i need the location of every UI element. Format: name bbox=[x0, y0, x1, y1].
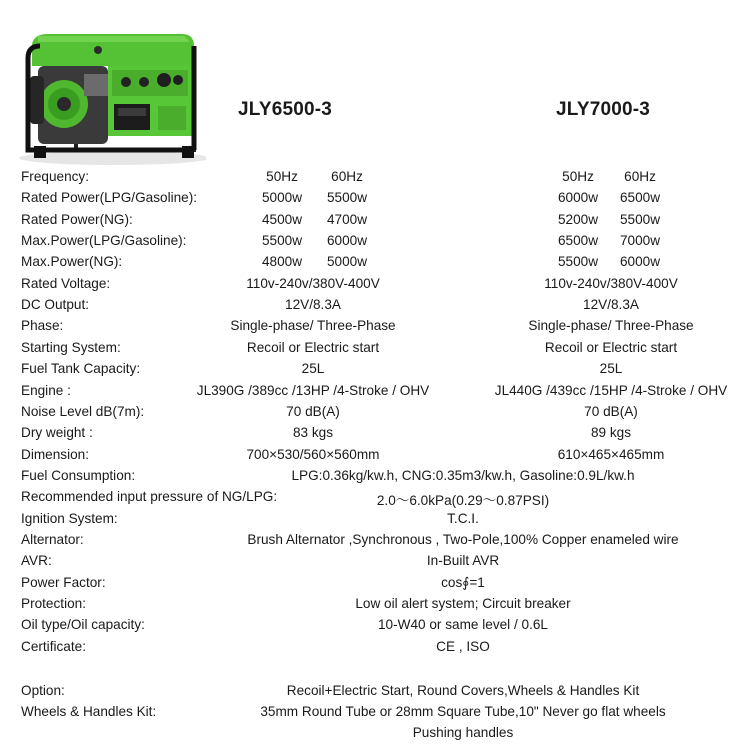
spec-value: 60Hz bbox=[331, 169, 363, 184]
spec-value: 2.0～6.0kPa(0.29～0.87PSI) bbox=[376, 493, 550, 508]
spec-label: Noise Level dB(7m): bbox=[21, 404, 145, 419]
spec-label: Recommended input pressure of NG/LPG: bbox=[21, 489, 278, 504]
spec-label: Max.Power(NG): bbox=[21, 254, 123, 269]
spec-value: Low oil alert system; Circuit breaker bbox=[355, 596, 571, 611]
spec-label: Rated Voltage: bbox=[21, 276, 111, 291]
option-label: Wheels & Handles Kit: bbox=[21, 704, 157, 719]
generator-photo bbox=[14, 18, 206, 168]
spec-value: 7000w bbox=[619, 233, 661, 248]
spec-label: Rated Power(NG): bbox=[21, 212, 133, 227]
spec-value: 10-W40 or same level / 0.6L bbox=[377, 617, 549, 632]
spec-value: 6000w bbox=[557, 190, 599, 205]
spec-value: Brush Alternator ,Synchronous , Two-Pole,100% Copper enameled wire bbox=[247, 532, 679, 547]
spec-value: Recoil or Electric start bbox=[544, 340, 678, 355]
spec-value: JL390G /389cc /13HP /4-Stroke / OHV bbox=[196, 383, 430, 398]
spec-value: 5000w bbox=[326, 254, 368, 269]
spec-value: 110v-240v/380V-400V bbox=[544, 276, 678, 291]
spec-value: 5200w bbox=[557, 212, 599, 227]
spec-value: 50Hz bbox=[562, 169, 594, 184]
spec-value: 12V/8.3A bbox=[583, 297, 639, 312]
option-value: 35mm Round Tube or 28mm Square Tube,10" Never go flat wheels bbox=[260, 704, 666, 719]
spec-value: LPG:0.36kg/kw.h, CNG:0.35m3/kw.h, Gasoline:0.9L/kw.h bbox=[291, 468, 635, 483]
spec-value: 700×530/560×560mm bbox=[246, 447, 380, 462]
spec-label: Alternator: bbox=[21, 532, 84, 547]
spec-value: 70 dB(A) bbox=[286, 404, 340, 419]
spec-value: cos∮=1 bbox=[441, 575, 485, 590]
option-label: Option: bbox=[21, 683, 65, 698]
spec-label: Ignition System: bbox=[21, 511, 118, 526]
spec-value: 5000w bbox=[261, 190, 303, 205]
spec-value: JL440G /439cc /15HP /4-Stroke / OHV bbox=[494, 383, 728, 398]
spec-value: 4500w bbox=[261, 212, 303, 227]
model-title-a: JLY6500-3 bbox=[238, 99, 333, 120]
option-value: Recoil+Electric Start, Round Covers,Wheels & Handles Kit bbox=[286, 683, 640, 698]
spec-value: 610×465×465mm bbox=[557, 447, 665, 462]
spec-value: 4800w bbox=[261, 254, 303, 269]
spec-value: 6000w bbox=[619, 254, 661, 269]
spec-label: Starting System: bbox=[21, 340, 121, 355]
spec-value: 5500w bbox=[261, 233, 303, 248]
spec-value: 5500w bbox=[557, 254, 599, 269]
spec-value: CE , ISO bbox=[436, 639, 490, 654]
spec-label: Fuel Consumption: bbox=[21, 468, 136, 483]
spec-value: 4700w bbox=[326, 212, 368, 227]
spec-value: 6000w bbox=[326, 233, 368, 248]
spec-label: Max.Power(LPG/Gasoline): bbox=[21, 233, 187, 248]
spec-value: Recoil or Electric start bbox=[246, 340, 380, 355]
spec-value: 110v-240v/380V-400V bbox=[246, 276, 380, 291]
spec-value: 5500w bbox=[326, 190, 368, 205]
spec-label: Fuel Tank Capacity: bbox=[21, 361, 141, 376]
option-value: Pushing handles bbox=[412, 725, 514, 740]
spec-value: 12V/8.3A bbox=[285, 297, 341, 312]
spec-value: 25L bbox=[301, 361, 325, 376]
spec-label: Protection: bbox=[21, 596, 86, 611]
spec-label: Frequency: bbox=[21, 169, 90, 184]
spec-value: 70 dB(A) bbox=[584, 404, 638, 419]
spec-label: Certificate: bbox=[21, 639, 86, 654]
spec-label: DC Output: bbox=[21, 297, 89, 312]
spec-value: 89 kgs bbox=[590, 425, 632, 440]
spec-value: T.C.I. bbox=[447, 511, 479, 526]
spec-value: 6500w bbox=[557, 233, 599, 248]
spec-value: 50Hz bbox=[266, 169, 298, 184]
spec-label: Oil type/Oil capacity: bbox=[21, 617, 145, 632]
spec-label: Engine : bbox=[21, 383, 71, 398]
spec-value: 6500w bbox=[619, 190, 661, 205]
spec-value: In-Built AVR bbox=[426, 553, 500, 568]
spec-label: Rated Power(LPG/Gasoline): bbox=[21, 190, 198, 205]
spec-label: Dry weight : bbox=[21, 425, 93, 440]
model-title-b: JLY7000-3 bbox=[556, 99, 651, 120]
spec-value: 83 kgs bbox=[292, 425, 334, 440]
spec-label: AVR: bbox=[21, 553, 52, 568]
spec-value: 25L bbox=[599, 361, 623, 376]
spec-label: Phase: bbox=[21, 318, 64, 333]
spec-label: Dimension: bbox=[21, 447, 89, 462]
spec-value: Single-phase/ Three-Phase bbox=[528, 318, 694, 333]
spec-value: Single-phase/ Three-Phase bbox=[230, 318, 396, 333]
spec-value: 5500w bbox=[619, 212, 661, 227]
spec-label: Power Factor: bbox=[21, 575, 106, 590]
spec-value: 60Hz bbox=[624, 169, 656, 184]
